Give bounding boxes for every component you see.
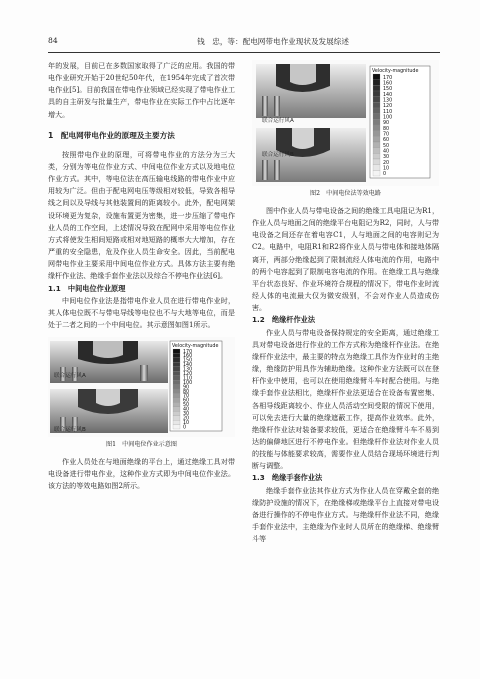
legend-value: 110 xyxy=(183,376,193,382)
legend-value: 80 xyxy=(383,126,390,132)
legend-value: 50 xyxy=(183,403,190,409)
figure-1-caption: 图1 中间电位作业示意图 xyxy=(106,441,177,449)
page-header xyxy=(48,36,440,50)
legend-swatch xyxy=(373,142,380,148)
after-figure-1-paragraph: 作业人员处在与地面绝缘的平台上，通过绝缘工具对带电设备进行带电作业，这种作业方式即为中间电位作业法。该方法的等效电路如图2所示。 xyxy=(48,457,235,491)
figure-1-label-a: 联合运行风A xyxy=(54,373,86,380)
legend-swatch xyxy=(373,102,380,108)
section-1-2-title: 1.2 绝缘杆作业法 xyxy=(252,315,316,325)
legend-swatch xyxy=(173,367,180,371)
legend-swatch xyxy=(173,416,180,420)
legend-swatch xyxy=(173,385,180,389)
figure-1-label-b: 联合运行风B xyxy=(54,427,86,434)
legend-swatch xyxy=(173,376,180,380)
legend-swatch xyxy=(373,74,380,80)
legend-value: 140 xyxy=(183,363,193,369)
legend-swatch xyxy=(173,402,180,406)
figure-1-image xyxy=(48,337,235,437)
legend-value: 100 xyxy=(183,381,193,387)
section-1-paragraph: 按照带电作业的原理，可将带电作业的方法分为三大类，分别为等电位作业方式、中间电位作业方式以及地电位作业方式。其中，等电位法在高压输电线路的带电作业中应用较为广泛。但由于配电网电压等级相对较低，导致各相导线之间以及导线与其他装置间的距离较小。此外，配电网架设环境更为复杂，设施布置更为密集，进一步压缩了带电作业人员的工作空间，上述情况导致在配网中采用等电位作业方式将使发生相间短路或相对地短路的概率大大增加，存在严重的安全隐患，危及作业人员生命安全。因此，当前配电网带电作业主要采用中间电位作业方式。具体方法主要有绝缘杆作业法、绝缘手套作业法以及综合不停电作业法[6]。 xyxy=(48,149,235,281)
figure-2-label-a: 联合运行风A xyxy=(262,118,294,124)
figure-1 xyxy=(48,337,235,437)
intro-paragraph: 年的发展，目前已在多数国家取得了广泛的应用。我国的带电作业研究开始于20世纪50年代，在1954年完成了首次带电作业[5]。目前我国在带电作业领域已经实现了带电作业工具的自主研发与批量生产，带电作业在实际工作中占比逐年增大。 xyxy=(48,61,235,119)
legend-swatch xyxy=(173,411,180,415)
legend-swatch xyxy=(173,354,180,358)
legend-swatch xyxy=(373,114,380,120)
legend-swatch xyxy=(373,91,380,97)
legend-value: 130 xyxy=(183,367,193,373)
legend-swatch xyxy=(173,349,180,353)
section-1-3-title: 1.3 绝缘手套作业法 xyxy=(252,473,323,483)
right-column xyxy=(252,60,439,545)
legend-value: 120 xyxy=(383,104,393,110)
legend-swatch xyxy=(173,358,180,362)
legend-value: 160 xyxy=(183,354,193,360)
legend-value: 30 xyxy=(383,155,390,161)
legend-value: 70 xyxy=(383,132,390,138)
legend-swatch xyxy=(173,394,180,398)
figure-2-caption: 图2 中间电位法等效电路 xyxy=(310,190,381,197)
legend-value: 50 xyxy=(383,143,390,149)
legend-swatch xyxy=(373,80,380,86)
legend-value: 20 xyxy=(383,160,390,166)
legend-value: 40 xyxy=(383,149,390,155)
legend-value: 20 xyxy=(183,416,190,422)
legend-value: 70 xyxy=(183,394,190,400)
page-number: 84 xyxy=(48,36,58,45)
legend-value: 160 xyxy=(383,81,393,87)
legend-swatch xyxy=(373,85,380,91)
legend-swatch xyxy=(173,371,180,375)
right-paragraph-1: 图中作业人员与带电设备之间的绝缘工具电阻记为R1，作业人员与地面之间的绝缘平台电阻记为R2，同时，人与带电设备之间还存在着电容C1，人与地面之间的电容则记为C2。电路中，电阻R1和R2将作业人员与带电体和接地体隔离开，两部分绝缘起到了限制流经人体电流的作用，电路中的两个电容起到了限制电容电流的作用。在绝缘工具与绝缘平台状态良好、作业环境符合规程的情况下，带电作业时流经人体的电流最大仅为微安级别，不会对作业人员造成伤害。 xyxy=(252,206,439,313)
section-1-title: 1 配电网带电作业的原理及主要方法 xyxy=(48,130,175,140)
legend-value: 10 xyxy=(183,421,190,427)
legend-swatch xyxy=(173,380,180,384)
legend-swatch xyxy=(173,398,180,402)
left-column xyxy=(48,60,235,493)
legend-value: 90 xyxy=(183,385,190,391)
legend-swatch xyxy=(373,136,380,142)
legend-value: 110 xyxy=(383,109,393,115)
legend-value: 150 xyxy=(383,87,393,93)
legend-value: 130 xyxy=(383,98,393,104)
legend-value: 140 xyxy=(383,92,393,98)
legend-swatch xyxy=(373,153,380,159)
legend-value: 40 xyxy=(183,407,190,413)
legend-swatch xyxy=(173,420,180,424)
legend-value: 60 xyxy=(383,138,390,144)
legend-value: 150 xyxy=(183,358,193,364)
legend-value: 170 xyxy=(183,349,193,355)
right-paragraph-3: 绝缘手套作业法其作业方式为作业人员在穿戴全套的绝缘防护设施的情况下，在绝缘梯或绝缘平台上直接对带电设备进行操作的不停电作业方式。与绝缘杆作业法不同，绝缘手套作业法中，主绝缘为作业时人员所在的绝缘梯、绝缘臂斗等 xyxy=(252,485,439,544)
legend-value: 100 xyxy=(383,115,393,121)
legend-swatch xyxy=(173,362,180,366)
legend-swatch xyxy=(373,108,380,114)
legend-swatch xyxy=(173,425,180,429)
right-paragraph-2: 作业人员与带电设备保持规定的安全距离，通过绝缘工具对带电设备进行作业的工作方式称为绝缘杆作业法。在绝缘杆作业法中，最主要的特点为绝缘工具作为作业时的主绝缘，绝缘防护用具作为辅助绝缘。这种作业方法既可以在登杆作业中使用，也可以在使用绝缘臂斗车时配合使用。与绝缘手套作业法相比，绝缘杆作业法更适合在设备布置密集、各相导线距离较小、作业人员活动空间受限的情况下使用，可以免去进行大量的绝缘遮蔽工作，提高作业效率。此外，绝缘杆作业法对装备要求较低，更适合在绝缘臂斗车不易到达的偏僻地区进行不停电作业。但绝缘杆作业法对作业人员的技能与体能要求较高，需要作业人员结合现场环境进行判断与调整。 xyxy=(252,327,439,471)
legend-value: 10 xyxy=(383,166,390,172)
legend-title: Velocity-magnitude xyxy=(372,69,419,74)
figure-2 xyxy=(252,60,439,186)
legend-swatch xyxy=(373,97,380,103)
section-1-1-paragraph: 中间电位作业法是指带电作业人员在进行带电作业时，其人体电位既不与带电导线等电位也不与大地等电位，而是处于二者之间的一个中间电位。其示意图如图1所示。 xyxy=(48,295,235,329)
legend-swatch xyxy=(373,125,380,131)
legend-swatch xyxy=(373,165,380,171)
figure-2-image xyxy=(252,60,439,186)
legend-title: Velocity-magnitude xyxy=(172,344,219,350)
legend-swatch xyxy=(373,131,380,137)
section-1-1-title: 1.1 中间电位作业原理 xyxy=(48,283,126,293)
figure-2-legend xyxy=(370,66,430,178)
legend-value: 60 xyxy=(183,398,190,404)
legend-swatch xyxy=(373,170,380,176)
legend-swatch xyxy=(173,389,180,393)
legend-value: 170 xyxy=(383,75,393,81)
figure-2-label-b: 联合运行风B xyxy=(262,152,294,158)
legend-swatch xyxy=(373,159,380,165)
header-rule xyxy=(48,52,440,53)
running-title: 钱 忠，等：配电网带电作业现状及发展综述 xyxy=(197,37,349,46)
legend-swatch xyxy=(373,119,380,125)
legend-value: 80 xyxy=(183,389,190,395)
legend-swatch xyxy=(373,148,380,154)
figure-1-legend xyxy=(170,341,222,431)
legend-swatch xyxy=(173,407,180,411)
legend-value: 0 xyxy=(183,425,187,431)
legend-value: 30 xyxy=(183,412,190,418)
legend-value: 120 xyxy=(183,372,193,378)
legend-value: 90 xyxy=(383,121,390,127)
legend-value: 0 xyxy=(383,172,387,178)
